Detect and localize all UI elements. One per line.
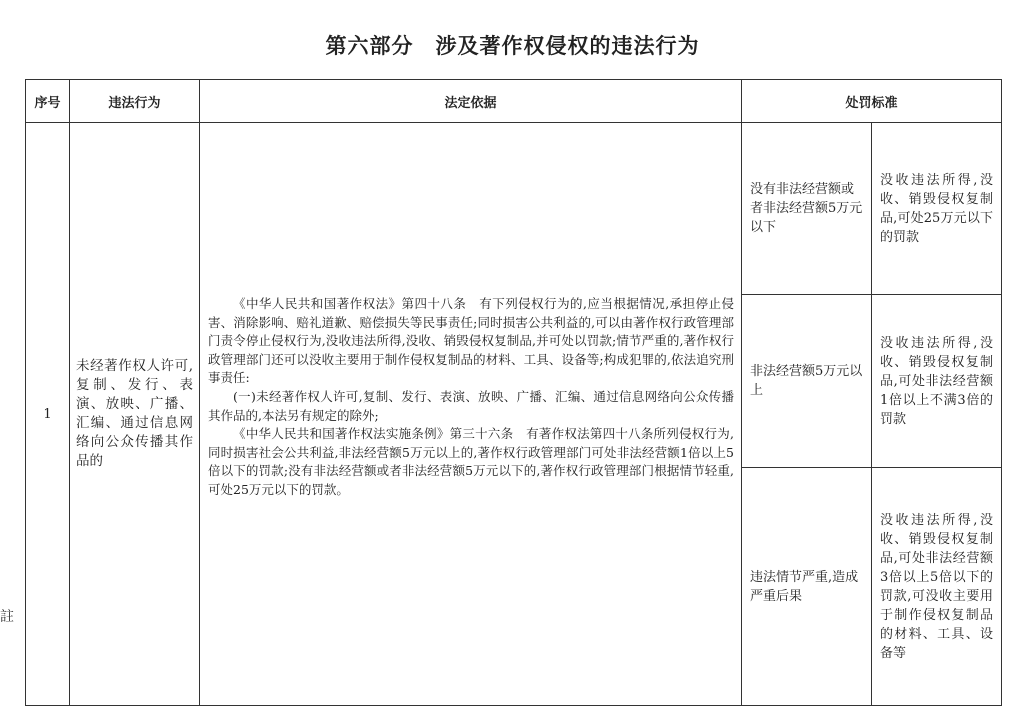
title-part: 第六部分 [325,34,414,58]
header-seq: 序号 [26,80,70,123]
penalty-condition: 非法经营额5万元以上 [742,295,872,468]
page-edge-mark: 註 [0,609,14,625]
basis-paragraph: 《中华人民共和国著作权法》第四十八条 有下列侵权行为的,应当根据情况,承担停止侵害、消除影响、赔礼道歉、赔偿损失等民事责任;同时损害公共利益的,可以由著作权行政管理部门责令停止侵权行为,没收违法所得,没收、销毁侵权复制品,并可处以罚款;情节严重的,著作权行政管理部门还可以没收主要用于制作侵权复制品的材料、工具、设备等;构成犯罪的,依法追究刑事责任: [208,296,734,386]
penalty-condition: 没有非法经营额或者非法经营额5万元以下 [742,123,872,295]
basis-cell [200,123,742,706]
header-basis: 法定依据 [200,80,742,123]
basis-paragraph: 《中华人民共和国著作权法实施条例》第三十六条 有著作权法第四十八条所列侵权行为,同时损害社会公共利益,非法经营额5万元以上的,著作权行政管理部门可处非法经营额1倍以上5倍以下的罚款;没有非法经营额或者非法经营额5万元以下的,著作权行政管理部门根据情节轻重,可处25万元以下的罚款。 [208,426,734,497]
penalty-condition: 违法情节严重,造成严重后果 [742,468,872,706]
basis-paragraph: (一)未经著作权人许可,复制、发行、表演、放映、广播、汇编、通过信息网络向公众传播其作品的,本法另有规定的除外; [208,388,734,423]
seq-cell: 1 [26,123,70,706]
header-penalty: 处罚标准 [742,80,1002,123]
act-cell: 未经著作权人许可,复制、发行、表演、放映、广播、汇编、通过信息网络向公众传播其作品的 [70,123,200,706]
violation-table [25,79,1002,706]
header-row [26,80,1002,123]
header-act: 违法行为 [70,80,200,123]
page-title [0,30,1025,60]
penalty-standard: 没收违法所得,没收、销毁侵权复制品,可处25万元以下的罚款 [872,123,1002,295]
penalty-standard: 没收违法所得,没收、销毁侵权复制品,可处非法经营额3倍以上5倍以下的罚款,可没收主要用于制作侵权复制品的材料、工具、设备等 [872,468,1002,706]
table-row [26,123,1002,295]
title-subject: 涉及著作权侵权的违法行为 [435,34,700,58]
penalty-standard: 没收违法所得,没收、销毁侵权复制品,可处非法经营额1倍以上不满3倍的罚款 [872,295,1002,468]
